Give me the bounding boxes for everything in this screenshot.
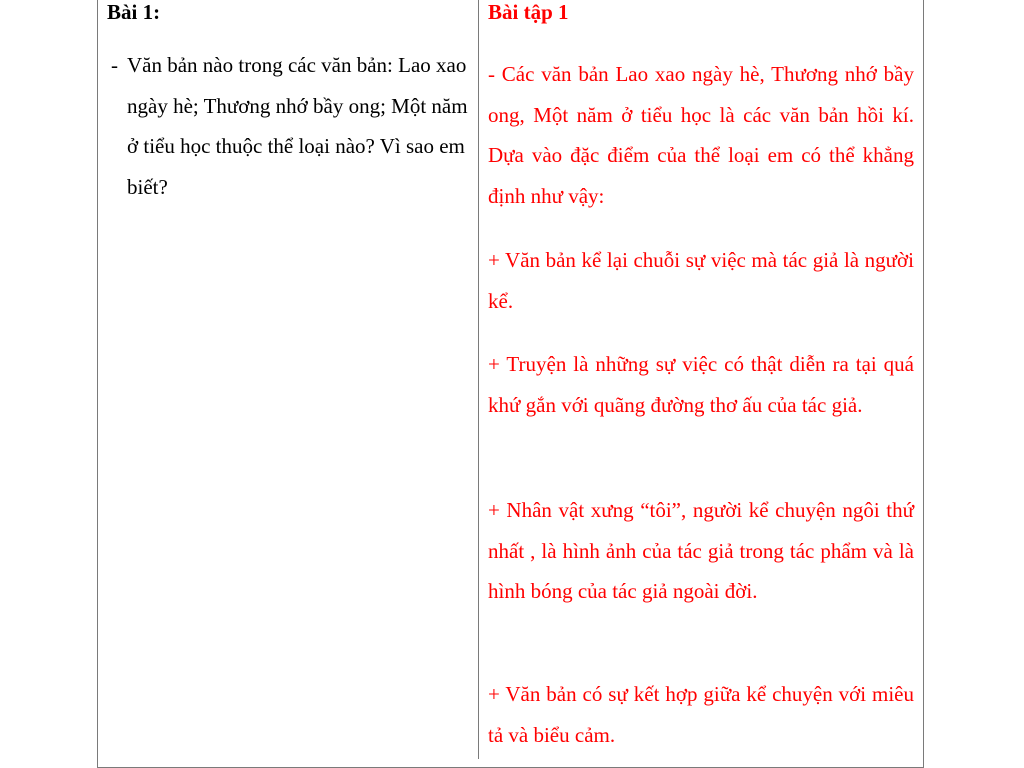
- column-divider: [478, 0, 479, 759]
- answer-heading: Bài tập 1: [488, 0, 569, 24]
- answer-point-4: + Văn bản có sự kết hợp giữa kể chuyện với miêu tả và biểu cảm.: [488, 682, 914, 747]
- question-dash: -: [111, 53, 118, 77]
- answer-point-1: + Văn bản kể lại chuỗi sự việc mà tác giả là người kể.: [488, 248, 914, 313]
- exercise-heading: Bài 1:: [107, 0, 161, 24]
- question-text: Văn bản nào trong các văn bản: Lao xao ngày hè; Thương nhớ bầy ong; Một năm ở tiểu học thuộc thể loại nào? Vì sao em biết?: [127, 53, 468, 199]
- answer-point-2: + Truyện là những sự việc có thật diễn ra tại quá khứ gắn với quãng đường thơ ấu của tác giả.: [488, 352, 914, 417]
- answer-point-3: + Nhân vật xưng “tôi”, người kể chuyện ngôi thứ nhất , là hình ảnh của tác giả trong tác phẩm và là hình bóng của tác giả ngoài đời.: [488, 498, 914, 603]
- question-block: [111, 45, 469, 207]
- answer-intro: - Các văn bản Lao xao ngày hè, Thương nhớ bầy ong, Một năm ở tiểu học là các văn bản hồi kí. Dựa vào đặc điểm của thể loại em có thể khẳng định như vậy:: [488, 62, 914, 208]
